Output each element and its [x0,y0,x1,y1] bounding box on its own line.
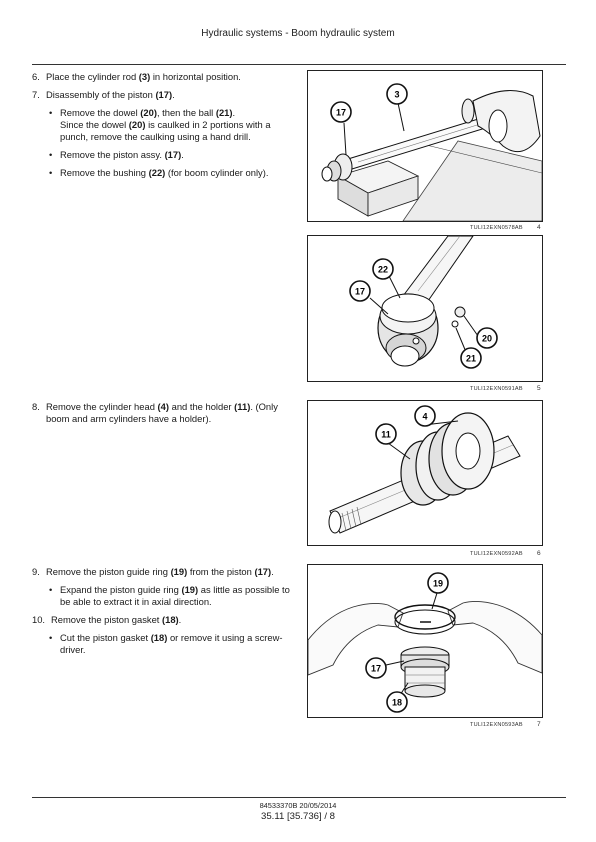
figure-5-piston-assy [307,235,543,382]
callout-11: 11 [381,429,391,440]
step-7-bullet-2: • Remove the piston assy. (17). [49,149,184,160]
steps-6-7 [32,71,290,185]
footer-document-id: 84533370B 20/05/2014 [259,801,337,810]
step-10-bullet-1: • Cut the piston gasket (18) or remove it using a screw-driver. [49,632,283,655]
step-6: 6. Place the cylinder rod (3) in horizontal position. [32,71,241,82]
callout-20: 20 [481,333,493,344]
header-rule [32,64,566,65]
figure-5-number: 5 [537,385,541,392]
figure-7-piston-guide-ring [307,564,543,718]
step-9-bullet-1: • Expand the piston guide ring (19) as little as possible to be able to extract it in axial direction. [49,584,290,607]
footer-rule [32,797,566,798]
callout-17-fig5: 17 [354,286,366,297]
step-8-block [32,401,290,431]
figure-6-ref: TULI12EXN0592AB [470,551,523,557]
callout-18: 18 [391,697,403,708]
step-7-bullet-3: • Remove the bushing (22) (for boom cylinder only). [49,167,269,178]
figure-4-cylinder-rod [307,70,543,222]
callout-22: 22 [377,264,389,275]
step-7-bullet-1: • Remove the dowel (20), then the ball (21). Since the dowel (20) is caulked in 2 portions with a punch, remove the caulking using a hand drill. [49,107,271,142]
page-header-title: Hydraulic systems - Boom hydraulic system [201,28,395,39]
step-8: 8. Remove the cylinder head (4) and the holder (11). (Only boom and arm cylinders have a holder). [32,401,278,424]
callout-17: 17 [335,107,347,118]
figure-4-ref: TULI12EXN0578AB [470,225,523,231]
figure-7-ref: TULI12EXN0593AB [470,722,523,728]
callout-21: 21 [465,353,477,364]
figure-6-number: 6 [537,550,541,557]
step-9: 9. Remove the piston guide ring (19) from the piston (17). [32,566,274,577]
footer-page-number: 35.11 [35.736] / 8 [261,811,335,822]
callout-17-fig7: 17 [370,663,382,674]
steps-9-10 [32,566,290,662]
step-10: 10. Remove the piston gasket (18). [32,614,182,625]
figure-5-ref: TULI12EXN0591AB [470,386,523,392]
figure-6-cylinder-head [307,400,543,546]
callout-4: 4 [422,411,428,422]
callout-19: 19 [432,578,444,589]
callout-3: 3 [394,89,400,100]
step-7: 7. Disassembly of the piston (17). [32,89,175,100]
figure-4-number: 4 [537,224,541,231]
figure-7-number: 7 [537,721,541,728]
